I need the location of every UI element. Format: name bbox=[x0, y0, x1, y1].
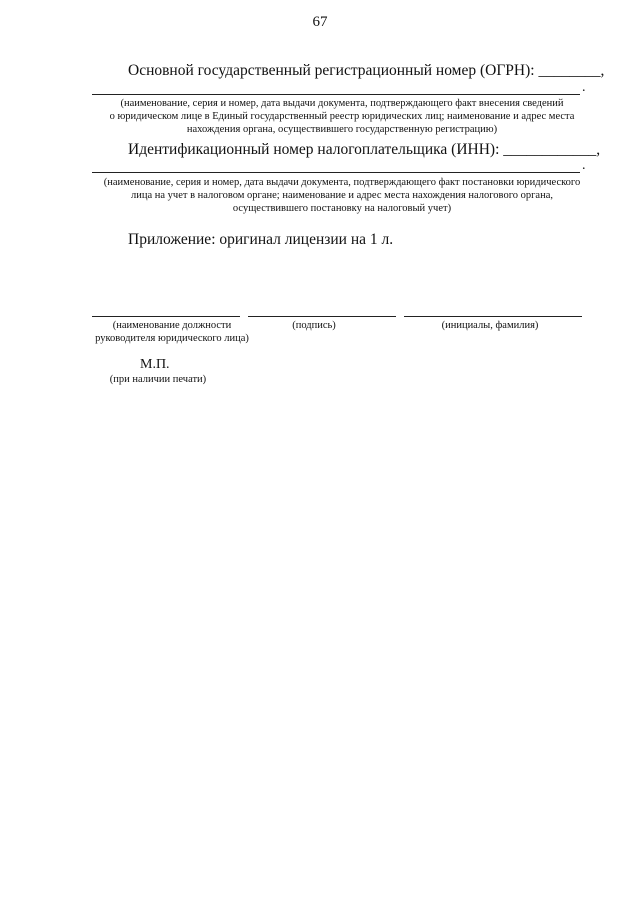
inn-note-line-3: осуществившего постановку на налоговый учет) bbox=[232, 203, 452, 214]
inn-label: Идентификационный номер налогоплательщика (ИНН): ____________, bbox=[128, 141, 601, 158]
page-number: 67 bbox=[312, 14, 328, 30]
ogrn-fill-line bbox=[92, 94, 580, 95]
inn-fill-line bbox=[92, 172, 580, 173]
signature-caption: (подпись) bbox=[292, 320, 336, 331]
name-caption: (инициалы, фамилия) bbox=[441, 320, 539, 331]
ogrn-note bbox=[92, 97, 592, 136]
attachment-text: Приложение: оригинал лицензии на 1 л. bbox=[128, 231, 394, 248]
ogrn-note-line-2: о юридическом лице в Единый государственный реестр юридических лиц; наименование и адрес места bbox=[109, 111, 575, 122]
ogrn-label: Основной государственный регистрационный номер (ОГРН): ________, bbox=[128, 62, 605, 79]
ogrn-note-line-3: нахождения органа, осуществившего государственную регистрацию) bbox=[186, 124, 498, 135]
ogrn-note-line-1: (наименование, серия и номер, дата выдачи документа, подтверждающего факт внесения сведений bbox=[120, 98, 564, 109]
inn-note-line-2: лица на учет в налоговом органе; наименование и адрес места нахождения налогового органа, bbox=[131, 190, 553, 201]
stamp-note: (при наличии печати) bbox=[109, 374, 207, 385]
position-caption-line-1: (наименование должности bbox=[112, 320, 232, 331]
position-caption bbox=[84, 319, 260, 345]
inn-note bbox=[88, 176, 596, 215]
stamp-label: М.П. bbox=[140, 357, 170, 372]
inn-note-line-1: (наименование, серия и номер, дата выдачи документа, подтверждающего факт постановки юридического bbox=[103, 177, 581, 188]
name-line bbox=[404, 316, 582, 317]
position-line bbox=[92, 316, 240, 317]
ogrn-line-end: . bbox=[582, 80, 586, 95]
signature-line bbox=[248, 316, 396, 317]
inn-line-end: . bbox=[582, 158, 586, 173]
position-caption-line-2: руководителя юридического лица) bbox=[95, 333, 249, 344]
